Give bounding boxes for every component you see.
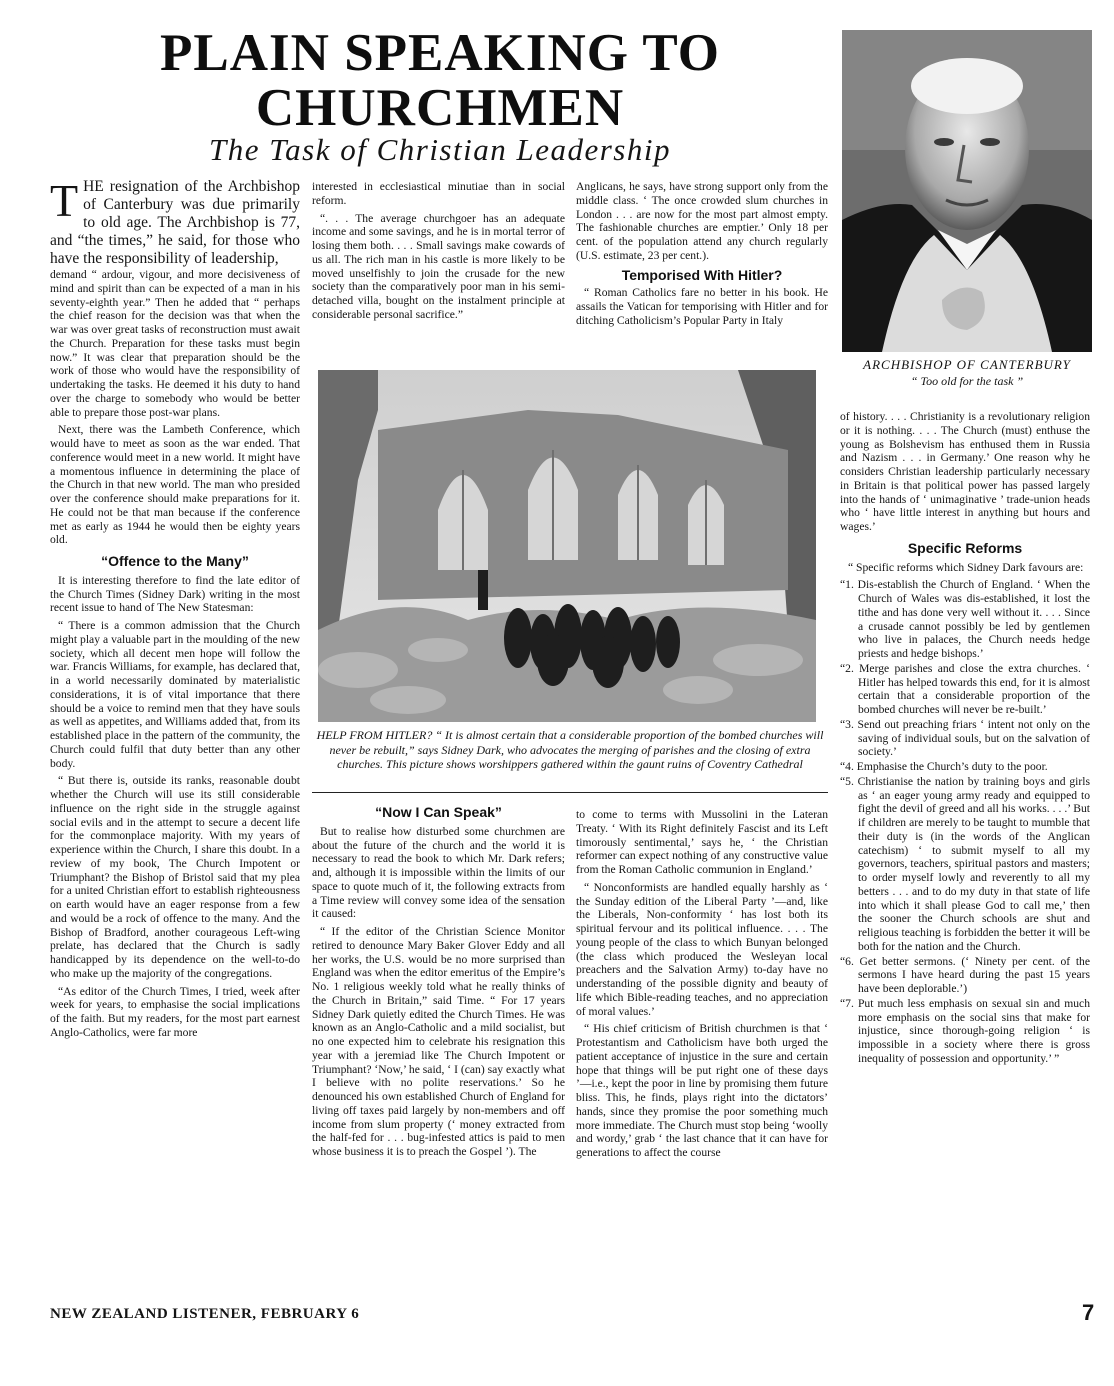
lead-text: HE resignation of the Archbishop of Canterbury was due primarily to old age. The Archbishop is 77, and “the times,” he said, for those who have the responsibility of leadership, [50, 178, 300, 267]
portrait-caption-title: ARCHBISHOP OF CANTERBURY [863, 357, 1071, 372]
lead-paragraph [50, 175, 300, 268]
paragraph: interested in ecclesiastical minutiae than in social reform. [312, 180, 565, 207]
column-2-bottom [312, 800, 565, 1163]
paragraph: Next, there was the Lambeth Conference, which would have to meet as soon as the war ended. That conference would meet in a new world. It might have a momentous influence in determining the place of the Church in that new world. The man who presided over the conference should make preparations for it. He could not be that man because if the conference met as early as 1944 he would then be eighty years old. [50, 423, 300, 547]
column-3-top [576, 180, 828, 332]
paragraph: But to realise how disturbed some churchmen are about the future of the church and the world it is necessary to read the book to which Mr. Dark refers; and, although it is impossible within the limits of our space to quote much of it, the following extracts from a Time review will convey some idea of the sensation it caused: [312, 824, 565, 921]
paragraph: Anglicans, he says, have strong support only from the middle class. ‘ The once crowded slum churches in London . . . are now for the most part almost empty. The fashionable churches are emptier.’ Only 18 per cent. of the population attend any church regularly (U.S. estimate, 23 per cent.). [576, 180, 828, 262]
page-number: 7 [1082, 1300, 1095, 1325]
subheading-offence: “Offence to the Many” [101, 553, 249, 569]
subheading-specific-reforms: Specific Reforms [907, 539, 1023, 556]
coventry-cathedral-image [318, 370, 816, 722]
paragraph: “As editor of the Church Times, I tried, week after week for years, to emphasise the social implications of the faith. But my readers, for the most part earnest Anglo-Catholics, were far more [50, 984, 300, 1039]
photo-caption: HELP FROM HITLER? “ It is almost certain that a considerable proportion of the bombed churches will never be rebuilt,” says Sidney Dark, who advocates the merging of parishes and the closing of extra churches. This picture shows worshippers gathered within the gaunt ruins of Coventry Cathedral [316, 728, 824, 771]
column-4 [840, 410, 1090, 1067]
archbishop-portrait [842, 30, 1092, 352]
paragraph: “ Nonconformists are handled equally harshly as ‘ the Sunday edition of the Liberal Party ’—and, like the Liberals, Non-conformity ‘ has lost both its spiritual fervour and its political influence. . . . The young people of the class to which Bunyan belonged (the class which produced the Wesleyan local preachers and the Salvation Army) to-day have no understanding of the possible dignity and beauty of life which Bible-reading teaches, and no appreciation of moral values.’ [576, 880, 828, 1018]
list-item: “6. Get better sermons. (‘ Ninety per cent. of the sermons I have heard during the past 15 years have been deplorable.’) [840, 954, 1090, 995]
subhead: The Task of Christian Leadership [209, 132, 671, 167]
paragraph: It is interesting therefore to find the late editor of the Church Times (Sidney Dark) writing in the most recent issue to hand of The New Statesman: [50, 573, 300, 615]
list-item: “2. Merge parishes and close the extra churches. ‘ Hitler has helped towards this end, for it is almost certain that a considerable proportion of the bombed churches will never be re-built.’ [840, 661, 1090, 716]
paragraph: “. . . The average churchgoer has an adequate income and some savings, and he is in mortal terror of losing them both. . . . Small savings make cowards of us all. The rich man in his castle is more likely to be moved unselfishly to join the crusade for the new society than the comparatively poor man in his semi-detached villa, bought on the instalment principle at considerable personal sacrifice.” [312, 211, 565, 321]
archbishop-portrait-image [842, 30, 1092, 352]
footer-publication: NEW ZEALAND LISTENER, FEBRUARY 6 [50, 1306, 360, 1322]
reforms-list [840, 578, 1090, 1065]
list-item: “3. Send out preaching friars ‘ intent not only on the saving of individual souls, but on the salvation of society.’ [840, 717, 1090, 759]
paragraph: “ There is a common admission that the Church might play a valuable part in the moulding of the new society, which all decent men hope will follow the war. Francis Williams, for example, has declared that, in a world necessarily dominated by materialistic considerations, it is of vital importance that there should be a voice to remind men that they have souls as well as appetites, and Williams added that, from its established place in the pattern of the community, the Church could fulfil that duty better than any other body. [50, 619, 300, 770]
portrait-caption-quote: “ Too old for the task ” [910, 374, 1024, 388]
coventry-cathedral-photo [318, 370, 816, 722]
headline: PLAIN SPEAKING TO CHURCHMEN [160, 24, 720, 137]
divider [312, 792, 828, 793]
column-2-top [312, 180, 565, 326]
paragraph: “ But there is, outside its ranks, reasonable doubt whether the Church will use its still considerable influence on the right side in the struggle against social evils and in the attempt to secure a decent life for the commonplace majority. With my years of experience within the Church, I share this doubt. In a review of my book, The Church Impotent or Triumphant? the Bishop of Bristol said that my plea for a united Christian effort to establish righteousness on earth would have an eager response from a few and would be a rock of offence to the many. And the Bishop of Bradford, another courageous Left-wing prelate, has declared that the Church is sadly handicapped by its dependence on the well-to-do who make up the majority of the congregations. [50, 774, 300, 980]
paragraph: to come to terms with Mussolini in the Lateran Treaty. ‘ With its Right definitely Fascist and its Left timorously sentimental,’ says he, ‘ the Christian reformer can expect nothing of any constructive value from the Roman Catholic communion in England.’ [576, 808, 828, 876]
drop-cap: T [50, 175, 79, 226]
list-item: “5. Christianise the nation by training boys and girls as ‘ an eager young army ready and equipped to fight the devil of greed and all his works. . . .’ But if children are merely to be taught to mumble that their duty is (in the words of the Anglican catechism) ‘ to submit myself to all my governors, teachers, spiritual pastors and masters; to order myself lowly and reverently to all my betters . . . and to do my duty in that state of life into which it shall please God to call me,’ then the sooner the Church schools are shut and religious teaching is forbidden the better it will be both for the nation and the Church. [840, 774, 1090, 953]
column-1 [50, 175, 300, 1044]
paragraph: “ If the editor of the Christian Science Monitor retired to denounce Mary Baker Glover Eddy and all her works, the U.S. would be no more surprised than England was when the editor emeritus of the Empire’s No. 1 religious weekly told what he really thinks of the Church in Britain,” said Time. “ For 17 years Sidney Dark quietly edited the Church Times. He was known as an Anglo-Catholic and a mild socialist, but no one expected him to celebrate his resignation this year with a jeremiad like The Church Impotent or Triumphant? ‘Now,’ he said, ‘ I (can) say exactly what I believe with no polite reservations.’ So he denounced his own established Church of England for living off taxes paid largely by non-members and off income from slum property (‘ money extracted from the half-fed for . . . bug-infested attics is paid to men whose business it is to preach the Gospel ’). The [312, 925, 565, 1158]
paragraph: “ Roman Catholics fare no better in his book. He assails the Vatican for temporising with Hitler and for ditching Catholicism’s Popular Party in Italy [576, 286, 828, 327]
subheading-now-i-can-speak: “Now I Can Speak” [375, 804, 502, 820]
paragraph: demand “ ardour, vigour, and more decisiveness of mind and spirit than can be expected of a man in his seventy-eighth year.” Then he added that “ perhaps the chief reason for the decision was that when the war was over great tasks of reconstruction must await the Church. Preparation for these tasks must begin now.” It was clear that preparation should be the work of those who would have the responsibility of undertaking the tasks. He deemed it his duty to hand over the charge to somebody who would be better able to prepare those post-war plans. [50, 268, 300, 419]
list-item: “1. Dis-establish the Church of England. ‘ When the Church of Wales was dis-established, it lost the tithe and has done very well without it. . . . Since a crusade cannot possibly be led by gentlemen who live in palaces, the Church needs hedge priests and hedge bishops.’ [840, 578, 1090, 660]
list-item: “7. Put much less emphasis on sexual sin and much more emphasis on the social sins that make for injustice, since thorough-going religion ‘ is impossible in a society where there is gross inequality of possession and opportunity.’ ” [840, 996, 1090, 1065]
list-item: “4. Emphasise the Church’s duty to the poor. [840, 760, 1048, 773]
paragraph: “ His chief criticism of British churchmen is that ‘ Protestantism and Catholicism have both urged the patient acceptance of injustice in the sure and certain hope that things will be put right one of these days ’—i.e., kept the poor in line by promising them future bliss. This, he finds, plays right into the dictators’ hands, since they promise the poor something much more immediate. The Church must stop being ‘woolly and wordy,’ grab ‘ the last chance that it can have for generations to affect the course [576, 1022, 828, 1159]
subheading-temporised: Temporised With Hitler? [621, 266, 783, 283]
paragraph: of history. . . . Christianity is a revolutionary religion or it is nothing. . . . The Church (must) enthuse the young as Bolshevism has enthused them in Russia and Nazism . . . in Germany.’ One reason why he considers Christian leadership particularly necessary in Britain is that political power has passed largely into the hands of ‘ unimaginative ’ trade-union heads who ‘ have little interest in anything but hours and wages.’ [840, 410, 1090, 533]
column-3-bottom [576, 808, 828, 1164]
paragraph: “ Specific reforms which Sidney Dark favours are: [848, 560, 1084, 574]
